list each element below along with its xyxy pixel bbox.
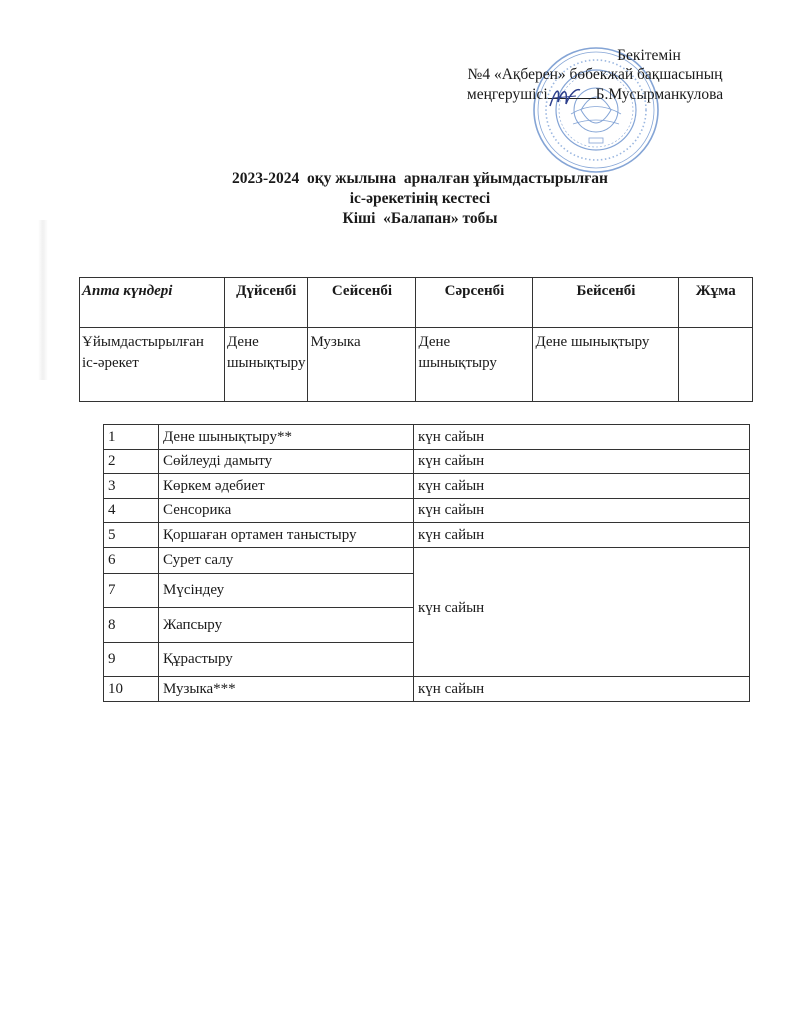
table-row [104,523,750,548]
approval-institution: №4 «Ақберен» бөбекжай бақшасының [467,66,723,83]
activity-frequency: күн сайын [414,498,750,523]
weekly-schedule-table [79,277,753,402]
cell-tuesday: Музыка [308,328,416,402]
cell-thursday: Дене шынықтыру [533,328,679,402]
activity-frequency: күн сайын [414,523,750,548]
row-number: 3 [104,474,159,499]
activity-name: Сенсорика [159,498,414,523]
row-number: 4 [104,498,159,523]
document-title [150,169,690,229]
activity-frequency: күн сайын [414,425,750,450]
header-week-days: Апта күндері [80,278,225,328]
activity-name: Сөйлеуді дамыту [159,449,414,474]
activity-frequency: күн сайын [414,449,750,474]
schedule-header-row [80,278,753,328]
schedule-activity-row [80,328,753,402]
table-row [104,474,750,499]
activity-name: Жапсыру [159,608,414,643]
row-number: 2 [104,449,159,474]
row-number: 9 [104,642,159,677]
approval-heading: Бекітемін [617,47,681,64]
table-row [104,425,750,450]
approval-signatory [430,84,760,104]
header-tuesday: Сейсенбі [308,278,416,328]
row-label: Ұйымдастырылған іс-әрекет [80,328,225,402]
title-line-2: іс-әрекетінің кестесі [349,190,491,207]
header-friday: Жұма [679,278,753,328]
activity-frequency: күн сайын [414,677,750,702]
activity-name: Мүсіндеу [159,573,414,608]
row-number: 10 [104,677,159,702]
row-number: 7 [104,573,159,608]
activity-name: Қоршаған ортамен таныстыру [159,523,414,548]
activities-table [103,424,750,702]
activity-name: Музыка*** [159,677,414,702]
row-number: 5 [104,523,159,548]
row-number: 1 [104,425,159,450]
activity-name: Дене шынықтыру** [159,425,414,450]
scan-margin-shadow [38,220,48,380]
title-line-3: Кіші «Балапан» тобы [342,210,498,227]
signature [548,84,582,110]
cell-friday [679,328,753,402]
cell-wednesday: Дене шынықтыру [416,328,533,402]
row-number: 6 [104,547,159,573]
table-row [104,677,750,702]
header-monday: Дүйсенбі [225,278,308,328]
table-row [104,449,750,474]
activity-name: Сурет салу [159,547,414,573]
approval-position: меңгерушісі [466,86,548,103]
row-number: 8 [104,608,159,643]
approval-name: Б.Мусырманкулова [595,86,724,103]
title-line-1: 2023-2024 оқу жылына арналған ұйымдастырылған [232,170,608,187]
approval-block [430,46,760,104]
cell-monday: Дене шынықтыру [225,328,308,402]
table-row [104,547,750,573]
activity-name: Көркем әдебиет [159,474,414,499]
header-wednesday: Сәрсенбі [416,278,533,328]
table-row [104,498,750,523]
activity-frequency-merged: күн сайын [414,547,750,677]
activity-name: Құрастыру [159,642,414,677]
header-thursday: Бейсенбі [533,278,679,328]
activity-frequency: күн сайын [414,474,750,499]
